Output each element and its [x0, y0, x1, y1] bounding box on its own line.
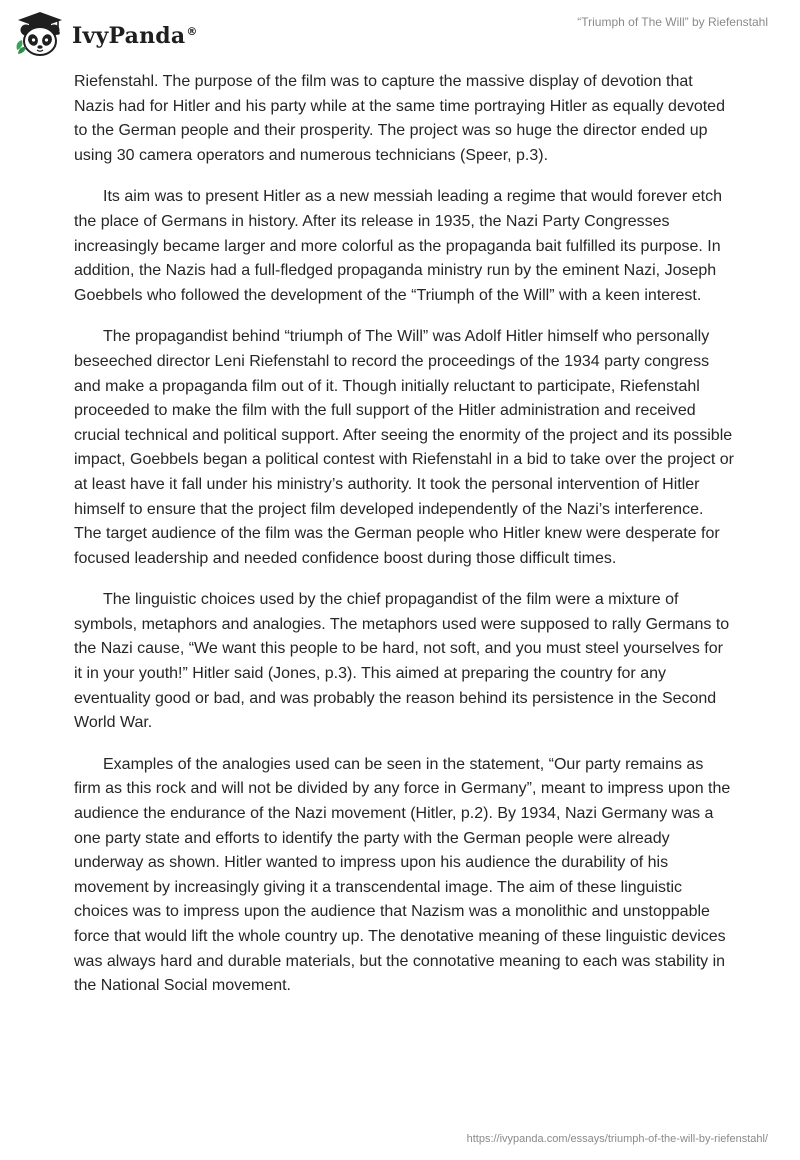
- logo-wordmark: IvyPanda®: [72, 23, 198, 49]
- panda-graduate-icon: [14, 10, 66, 58]
- essay-body: [74, 70, 734, 1016]
- paragraph-3: The propagandist behind “triumph of The Will” was Adolf Hitler himself who personally beseeched director Leni Riefenstahl to record the proceedings of the 1934 party congress and make a propaganda film out of it. Though initially reluctant to participate, Riefenstahl proceeded to make the film with the full support of the Hitler administration and received crucial technical and political support. After seeing the enormity of the project and its possible impact, Goebbels began a political contest with Riefenstahl in a bid to take over the project or at least have it fall under his ministry’s authority. It took the personal intervention of Hitler himself to ensure that the project film developed independently of the Nazi’s interference. The target audience of the film was the German people who Hitler knew were desperate for focused leadership and needed confidence boost during those difficult times.: [74, 328, 734, 567]
- paragraph-4: The linguistic choices used by the chief propagandist of the film were a mixture of symbols, metaphors and analogies. The metaphors used were supposed to rally Germans to the Nazi cause, “We want this people to be hard, not soft, and you must steel yourselves for it in your youth!” Hitler said (Jones, p.3). This aimed at preparing the country for any eventuality good or bad, and was probably the reason behind its persistence in the Second World War.: [74, 591, 730, 732]
- ivypanda-logo[interactable]: [14, 10, 198, 58]
- paragraph-1: Riefenstahl. The purpose of the film was to capture the massive display of devotion that Nazis had for Hitler and his party while at the same time portraying Hitler as equally devoted to the German people and their prosperity. The project was so huge the director ended up using 30 camera operators and numerous technicians (Speer, p.3).: [74, 73, 725, 164]
- source-url[interactable]: https://ivypanda.com/essays/triumph-of-the-will-by-riefenstahl/: [466, 1133, 768, 1145]
- document-title: “Triumph of The Will” by Riefenstahl: [577, 15, 768, 29]
- page-header: [0, 0, 800, 70]
- paragraph-2: Its aim was to present Hitler as a new messiah leading a regime that would forever etch the place of Germans in history. After its release in 1935, the Nazi Party Congresses increasingly became larger and more colorful as the propaganda bait fulfilled its purpose. In addition, the Nazis had a full-fledged propaganda ministry run by the eminent Nazi, Joseph Goebbels who followed the development of the “Triumph of the Will” with a keen interest.: [74, 188, 722, 304]
- paragraph-5: Examples of the analogies used can be seen in the statement, “Our party remains as firm as this rock and will not be divided by any force in Germany”, meant to impress upon the audience the endurance of the Nazi movement (Hitler, p.2). By 1934, Nazi Germany was a one party state and efforts to identify the party with the German people were already underway as shown. Hitler wanted to impress upon his audience the durability of his movement by increasingly giving it a transcendental image. The aim of these linguistic choices was to impress upon the audience that Nazism was a monolithic and unstoppable force that would lift the whole country up. The denotative meaning of these linguistic devices was always hard and durable materials, but the connotative meaning to each was stability in the National Social movement.: [74, 755, 731, 995]
